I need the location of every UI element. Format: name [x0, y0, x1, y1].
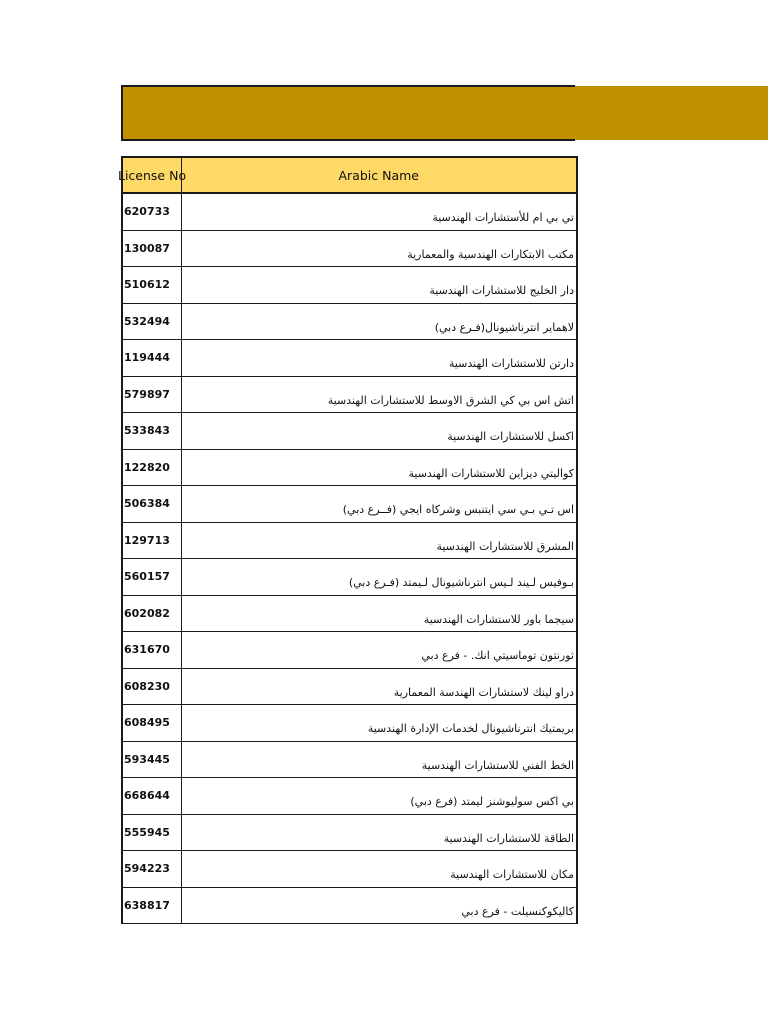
license-number-cell[interactable]: 119444: [122, 340, 181, 377]
table-row[interactable]: [122, 522, 577, 559]
table-header-row: [122, 157, 577, 193]
title-bar: [121, 85, 575, 141]
arabic-name-cell[interactable]: دارتن للاستشارات الهندسية: [181, 340, 577, 377]
arabic-name-cell[interactable]: الطاقة للاستشارات الهندسية: [181, 814, 577, 851]
arabic-name-cell[interactable]: بي اكس سوليوشنز ليمتد (فرع دبي): [181, 778, 577, 815]
license-number-cell[interactable]: 130087: [122, 230, 181, 267]
table-row[interactable]: [122, 230, 577, 267]
table-row[interactable]: [122, 668, 577, 705]
license-number-cell[interactable]: 638817: [122, 887, 181, 924]
table-row[interactable]: [122, 778, 577, 815]
arabic-name-cell[interactable]: لاهماير انترناشيونال(فـرع دبي): [181, 303, 577, 340]
arabic-name-cell[interactable]: كاليكوكنسيلت - فرع دبي: [181, 887, 577, 924]
table-row[interactable]: [122, 851, 577, 888]
table-row[interactable]: [122, 632, 577, 669]
table-row[interactable]: [122, 486, 577, 523]
license-number-cell[interactable]: 602082: [122, 595, 181, 632]
table-row[interactable]: [122, 559, 577, 596]
table-row[interactable]: [122, 449, 577, 486]
table-row[interactable]: [122, 705, 577, 742]
table-row[interactable]: [122, 595, 577, 632]
license-number-cell[interactable]: 620733: [122, 193, 181, 230]
title-bar-extension: [575, 86, 768, 140]
license-number-cell[interactable]: 608495: [122, 705, 181, 742]
license-number-cell[interactable]: 122820: [122, 449, 181, 486]
license-number-cell[interactable]: 506384: [122, 486, 181, 523]
arabic-name-cell[interactable]: اتش اس بي كي الشرق الاوسط للاستشارات الهندسية: [181, 376, 577, 413]
license-number-cell[interactable]: 579897: [122, 376, 181, 413]
column-header-license-no[interactable]: License No: [122, 157, 181, 193]
license-number-cell[interactable]: 555945: [122, 814, 181, 851]
license-number-cell[interactable]: 608230: [122, 668, 181, 705]
license-number-cell[interactable]: 631670: [122, 632, 181, 669]
table-row[interactable]: [122, 340, 577, 377]
table-row[interactable]: [122, 887, 577, 924]
arabic-name-cell[interactable]: ثورنتون توماسيتي انك. - فرع دبي: [181, 632, 577, 669]
table-row[interactable]: [122, 376, 577, 413]
license-number-cell[interactable]: 129713: [122, 522, 181, 559]
arabic-name-cell[interactable]: مكتب الابتكارات الهندسية والمعمارية: [181, 230, 577, 267]
license-number-cell[interactable]: 510612: [122, 267, 181, 304]
license-number-cell[interactable]: 668644: [122, 778, 181, 815]
license-number-cell[interactable]: 532494: [122, 303, 181, 340]
table-row[interactable]: [122, 814, 577, 851]
arabic-name-cell[interactable]: دراو لينك لاستشارات الهندسة المعمارية: [181, 668, 577, 705]
arabic-name-cell[interactable]: بريمتيك انترناشيونال لخدمات الإدارة الهندسية: [181, 705, 577, 742]
license-number-cell[interactable]: 560157: [122, 559, 181, 596]
license-number-cell[interactable]: 533843: [122, 413, 181, 450]
license-table: [118, 156, 578, 924]
arabic-name-cell[interactable]: بـوفيس لـيند لـيس انترناشيونال لـيمتد (فـرع دبي): [181, 559, 577, 596]
table-row[interactable]: [122, 267, 577, 304]
arabic-name-cell[interactable]: سيجما باور للاستشارات الهندسية: [181, 595, 577, 632]
arabic-name-cell[interactable]: مكان للاستشارات الهندسية: [181, 851, 577, 888]
license-number-cell[interactable]: 593445: [122, 741, 181, 778]
column-header-arabic-name[interactable]: Arabic Name: [181, 157, 577, 193]
arabic-name-cell[interactable]: كواليتي ديزاين للاستشارات الهندسية: [181, 449, 577, 486]
table-body: [122, 193, 577, 924]
table-row[interactable]: [122, 413, 577, 450]
arabic-name-cell[interactable]: اس تـي بـي سي ايتنبس وشركاه ايجي (فــرع دبي): [181, 486, 577, 523]
table-row[interactable]: [122, 303, 577, 340]
table-row[interactable]: [122, 193, 577, 230]
arabic-name-cell[interactable]: اكسل للاستشارات الهندسية: [181, 413, 577, 450]
license-number-cell[interactable]: 594223: [122, 851, 181, 888]
arabic-name-cell[interactable]: المشرق للاستشارات الهندسية: [181, 522, 577, 559]
arabic-name-cell[interactable]: دار الخليج للاستشارات الهندسية: [181, 267, 577, 304]
arabic-name-cell[interactable]: تي بي ام للأستشارات الهندسية: [181, 193, 577, 230]
table-row[interactable]: [122, 741, 577, 778]
arabic-name-cell[interactable]: الخط الفني للاستشارات الهندسية: [181, 741, 577, 778]
